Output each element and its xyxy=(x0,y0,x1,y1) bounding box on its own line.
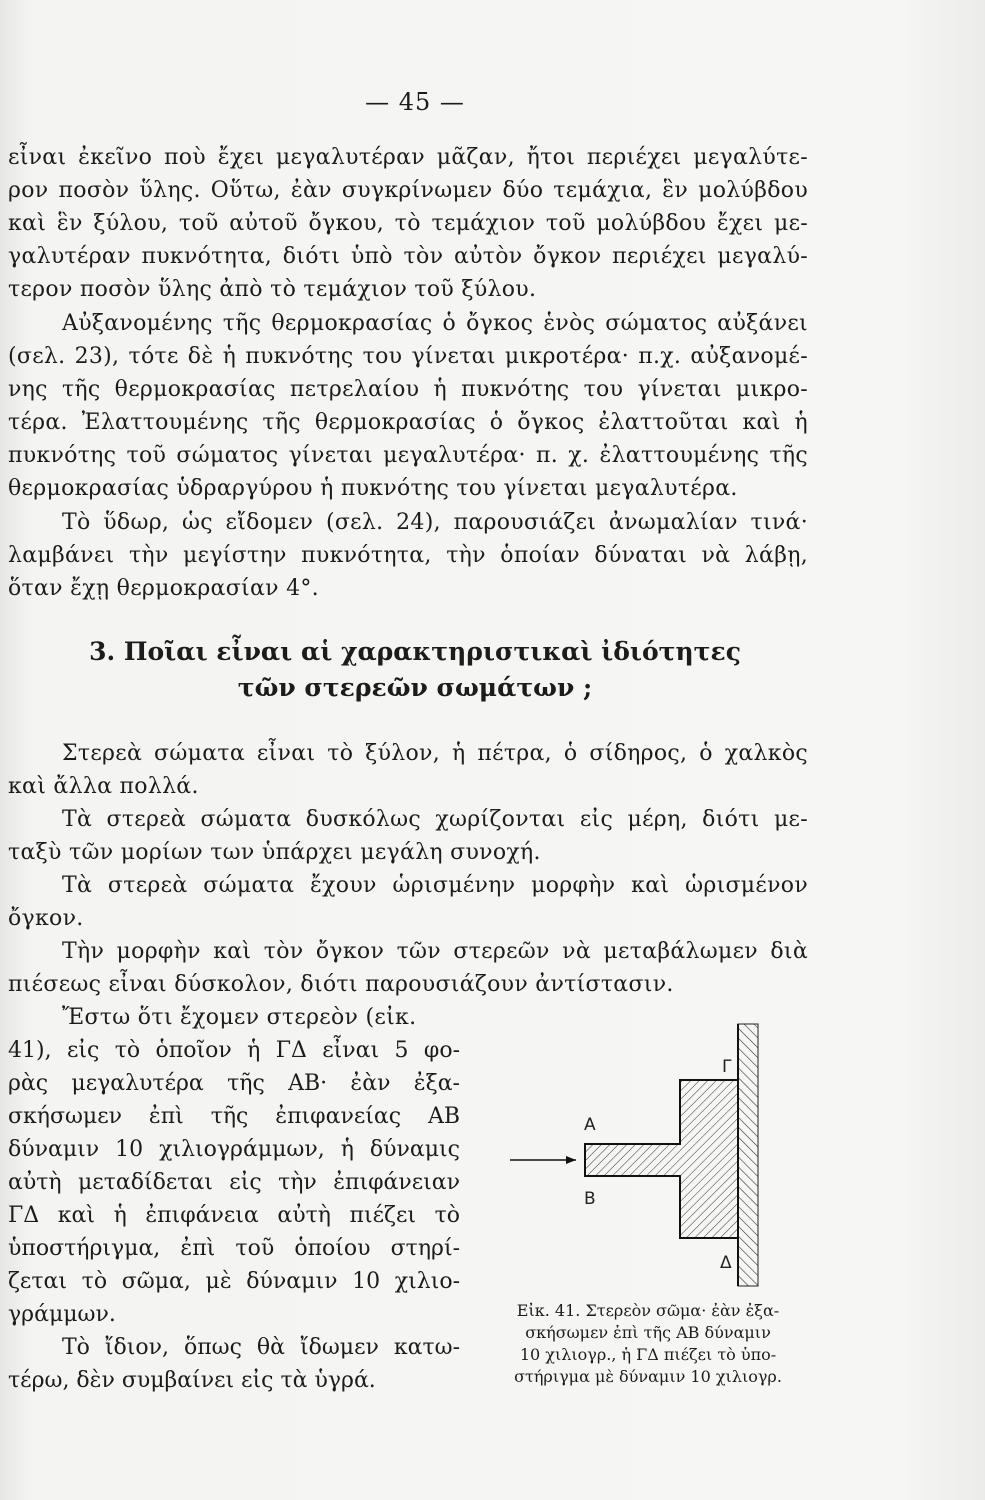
column-line: γράμμων. xyxy=(8,1302,116,1327)
support-wall xyxy=(738,1024,758,1286)
section-line: καὶ ἄλλα πολλά. xyxy=(8,774,199,799)
section-line: Τὴν μορφὴν καὶ τὸν ὄγκον τῶν στερεῶν νὰ μεταβάλωμεν διὰ xyxy=(62,939,808,964)
figure-caption-line: Εἰκ. 41. Στερεὸν σῶμα· ἐὰν ἐξα- xyxy=(516,1301,780,1320)
section-heading-continued: τῶν στερεῶν σωμάτων ; xyxy=(237,673,593,702)
section-line: ὄγκον. xyxy=(8,906,84,931)
paragraph-line: Αὐξανομένης τῆς θερμοκρασίας ὁ ὄγκος ἑνὸς σώματος αὐξάνει xyxy=(62,311,808,336)
figure-caption-line: σκήσωμεν ἐπὶ τῆς ΑΒ δύναμιν xyxy=(525,1323,771,1342)
section-heading: 3. Ποῖαι εἶναι αἱ χαρακτηριστικαὶ ἰδιότητες xyxy=(89,637,741,666)
paragraph-line: ρον ποσὸν ὕλης. Οὕτω, ἐὰν συγκρίνωμεν δύο τεμάχια, ἓν μολύβδου xyxy=(8,178,808,203)
paragraph-line: γαλυτέραν πυκνότητα, διότι ὑπὸ τὸν αὐτὸν ὄγκον περιέχει μεγαλύ- xyxy=(8,244,808,269)
paragraph-line: νης τῆς θερμοκρασίας πετρελαίου ἡ πυκνότης του γίνεται μικρο- xyxy=(8,377,808,402)
paragraph-line: (σελ. 23), τότε δὲ ἡ πυκνότης του γίνεται μικροτέρα· π.χ. αὐξανομέ- xyxy=(8,344,808,369)
label-a: Α xyxy=(584,1115,596,1135)
column-line: ζεται τὸ σῶμα, μὲ δύναμιν 10 χιλιο- xyxy=(8,1269,460,1294)
paragraph-line: πυκνότης τοῦ σώματος γίνεται μεγαλυτέρα· π. χ. ἐλαττουμένης τῆς xyxy=(8,443,808,468)
section-line: ταξὺ τῶν μορίων των ὑπάρχει μεγάλη συνοχή. xyxy=(8,840,541,865)
label-delta: Δ xyxy=(720,1253,732,1273)
paragraph-line: τερον ποσὸν ὕλης ἀπὸ τὸ τεμάχιον τοῦ ξύλου. xyxy=(8,277,537,302)
paragraph-line: λαμβάνει τὴν μεγίστην πυκνότητα, τὴν ὁποίαν δύναται νὰ λάβῃ, xyxy=(8,543,808,568)
solid-body-figure xyxy=(490,1018,810,1290)
column-line: Τὸ ἴδιον, ὅπως θὰ ἴδωμεν κατω- xyxy=(62,1335,460,1360)
paragraph-line: καὶ ἓν ξύλου, τοῦ αὐτοῦ ὄγκου, τὸ τεμάχιον τοῦ μολύβδου ἔχει με- xyxy=(8,211,808,236)
paragraph-line: θερμοκρασίας ὑδραργύρου ἡ πυκνότης του γίνεται μεγαλυτέρα. xyxy=(8,476,738,501)
section-line: Τὰ στερεὰ σώματα δυσκόλως χωρίζονται εἰς μέρη, διότι με- xyxy=(62,807,808,832)
section-line: Τὰ στερεὰ σώματα ἔχουν ὡρισμένην μορφὴν καὶ ὡρισμένον xyxy=(62,873,808,898)
column-line: ὑποστήριγμα, ἐπὶ τοῦ ὁποίου στηρί- xyxy=(8,1236,460,1261)
section-line: πιέσεως εἶναι δύσκολον, διότι παρουσιάζουν ἀντίστασιν. xyxy=(8,972,674,997)
label-gamma: Γ xyxy=(722,1057,732,1077)
column-line: ΓΔ καὶ ἡ ἐπιφάνεια αὐτὴ πιέζει τὸ xyxy=(8,1203,460,1228)
column-line: δύναμιν 10 χιλιογράμμων, ἡ δύναμις xyxy=(8,1137,460,1162)
figure-caption-line: στήριγμα μὲ δύναμιν 10 χιλιογρ. xyxy=(514,1367,782,1386)
column-line: 41), εἰς τὸ ὁποῖον ἡ ΓΔ εἶναι 5 φο- xyxy=(8,1038,460,1063)
column-line: ρὰς μεγαλυτέρα τῆς ΑΒ· ἐὰν ἐξα- xyxy=(8,1071,460,1096)
solid-body xyxy=(585,1080,738,1238)
column-line: αὐτὴ μεταδίδεται εἰς τὴν ἐπιφάνειαν xyxy=(8,1170,460,1195)
paragraph-line: εἶναι ἐκεῖνο ποὺ ἔχει μεγαλυτέραν μᾶζαν, ἤτοι περιέχει μεγαλύτε- xyxy=(8,145,808,170)
label-b: Β xyxy=(584,1189,596,1209)
page-number: — 45 — xyxy=(365,88,465,116)
paragraph-line: Τὸ ὕδωρ, ὡς εἴδομεν (σελ. 24), παρουσιάζει ἀνωμαλίαν τινά· xyxy=(62,510,808,535)
section-line: Στερεὰ σώματα εἶναι τὸ ξύλον, ἡ πέτρα, ὁ σίδηρος, ὁ χαλκὸς xyxy=(62,741,808,766)
paragraph-line: ὅταν ἔχῃ θερμοκρασίαν 4°. xyxy=(8,576,319,601)
column-line: τέρω, δὲν συμβαίνει εἰς τὰ ὑγρά. xyxy=(8,1368,376,1393)
section-line: Ἔστω ὅτι ἔχομεν στερεὸν (εἰκ. xyxy=(62,1005,417,1030)
column-line: σκήσωμεν ἐπὶ τῆς ἐπιφανείας ΑΒ xyxy=(8,1104,460,1129)
paragraph-line: τέρα. Ἐλαττουμένης τῆς θερμοκρασίας ὁ ὄγκος ἐλαττοῦται καὶ ἡ xyxy=(8,410,808,435)
figure-caption-line: 10 χιλιογρ., ἡ ΓΔ πιέζει τὸ ὑπο- xyxy=(519,1345,777,1364)
